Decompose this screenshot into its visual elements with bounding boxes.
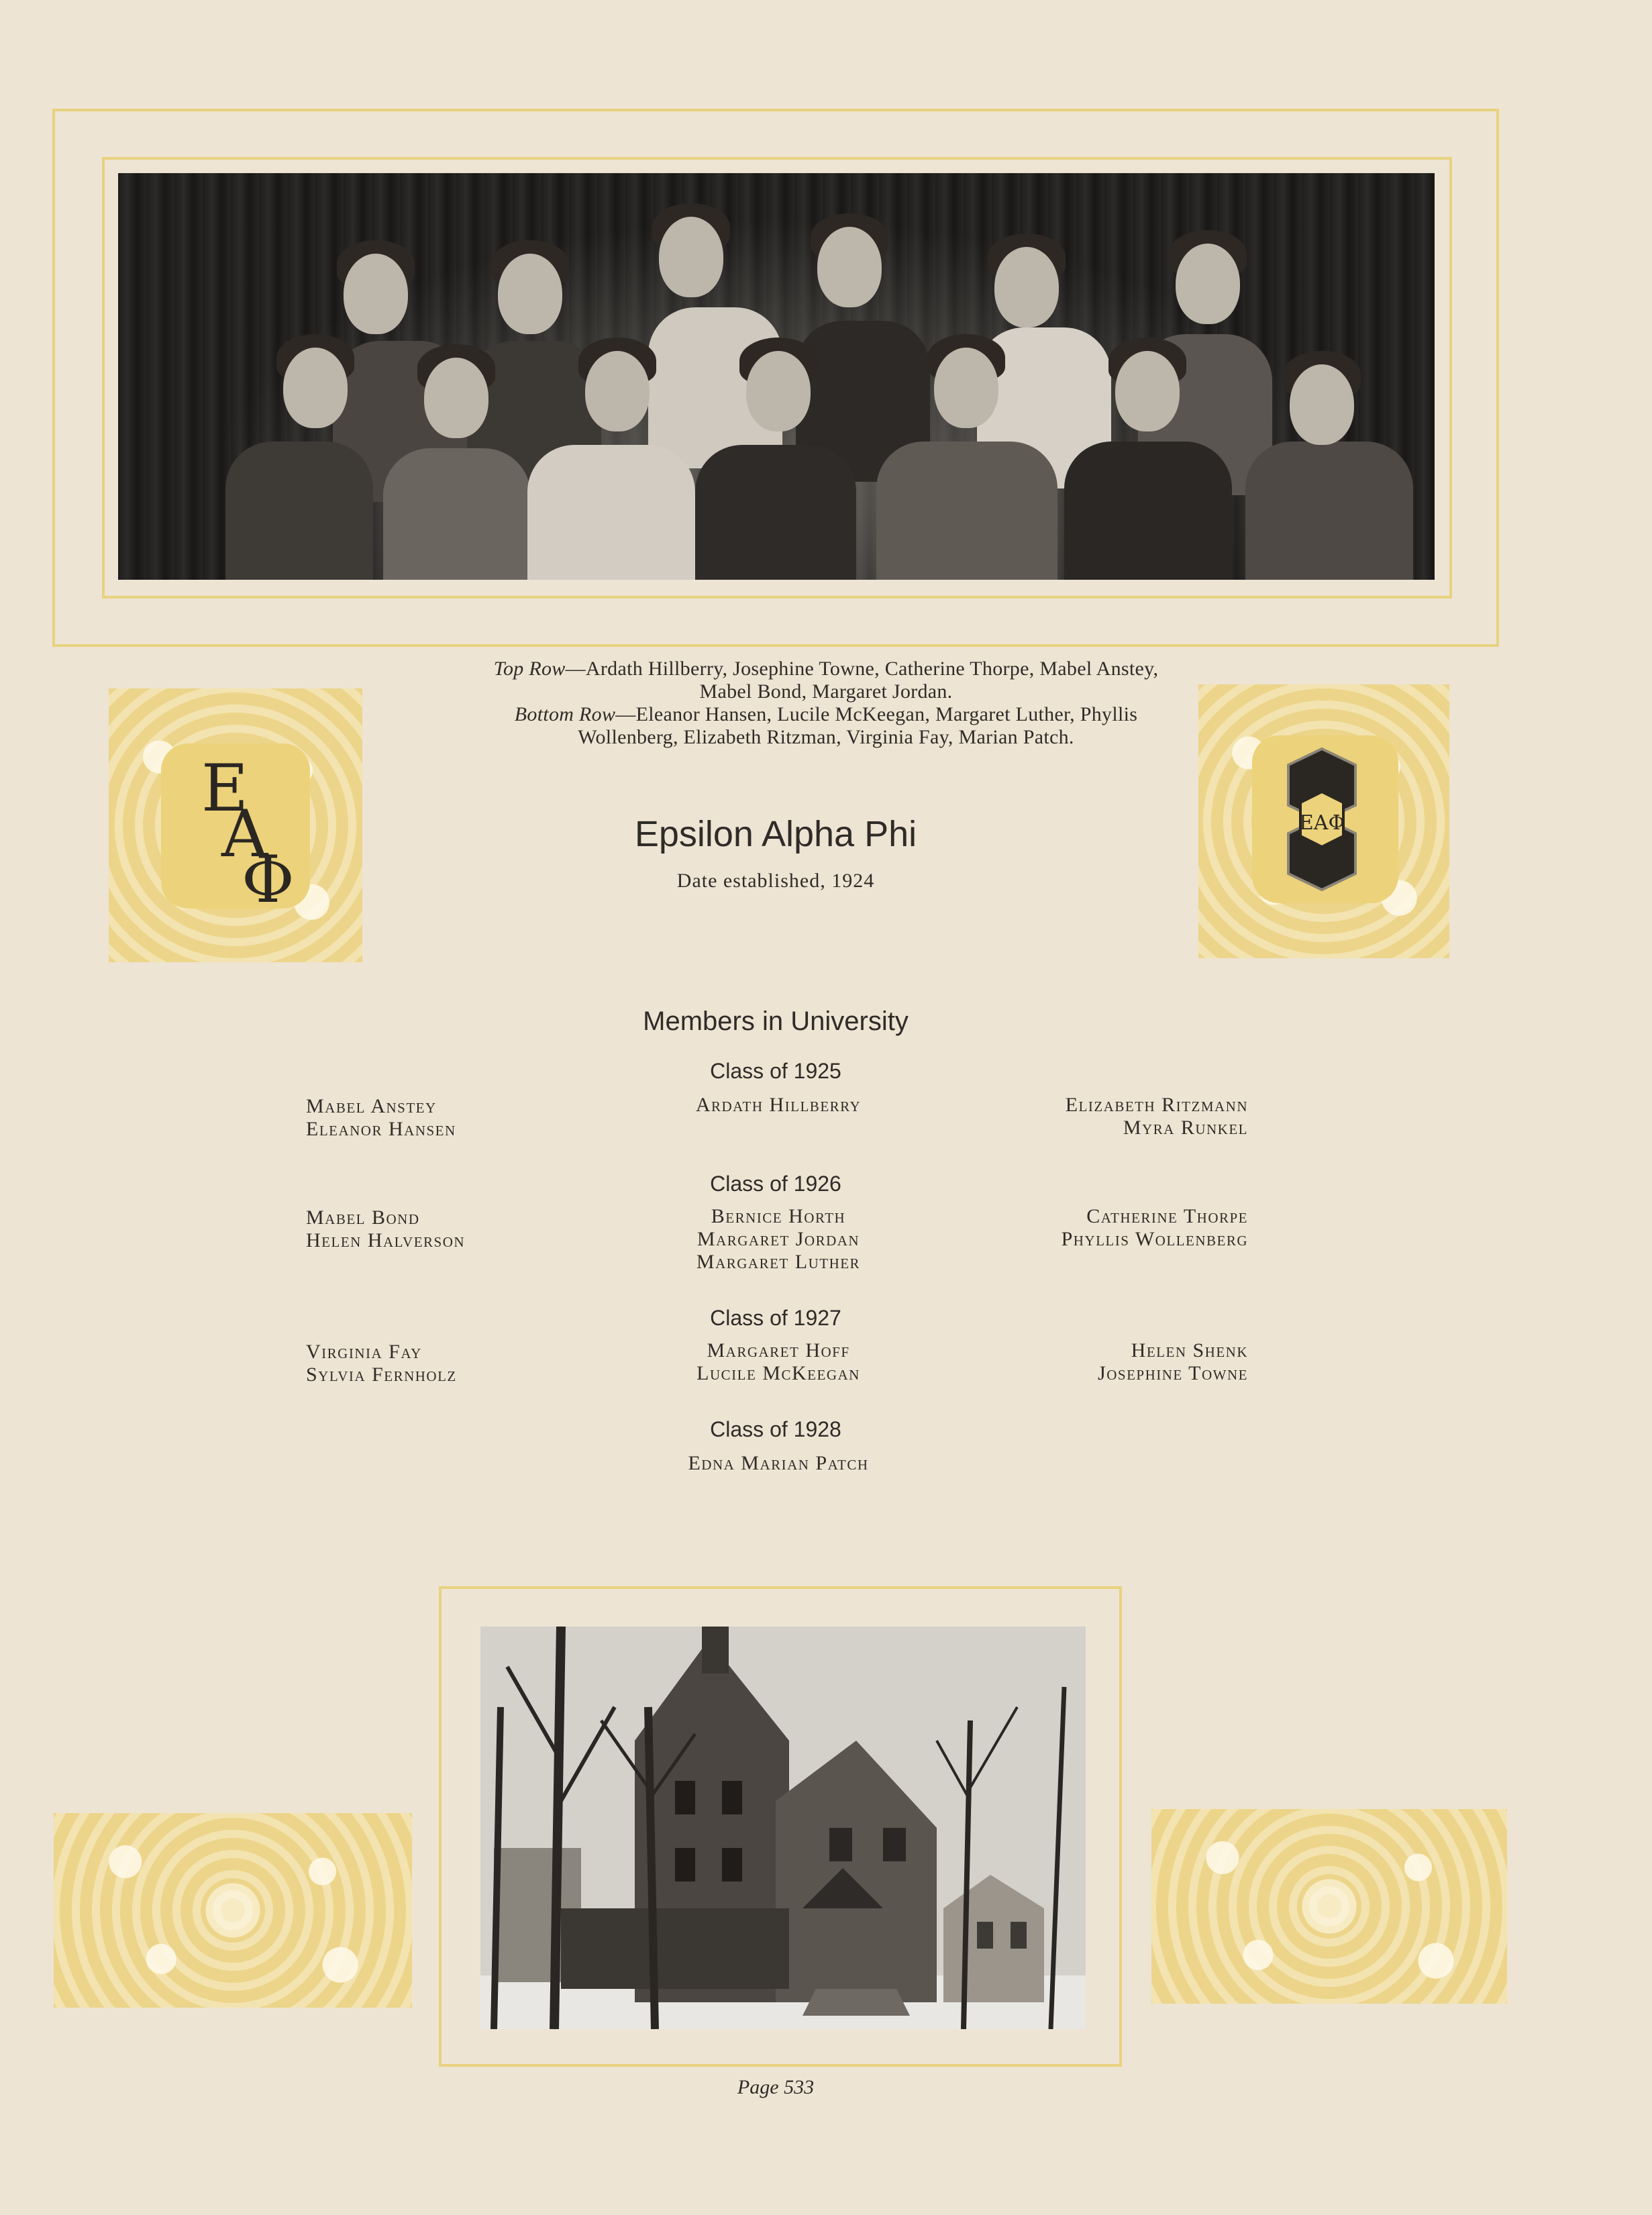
class-title-1928: Class of 1928 xyxy=(710,1417,841,1441)
member-name: Virginia Fay xyxy=(306,1341,422,1363)
monogram-letter-phi: Φ xyxy=(242,842,295,909)
member-name: Josephine Towne xyxy=(1098,1362,1248,1384)
member-name: Sylvia Fernholz xyxy=(306,1363,457,1386)
caption-top-row-cont: Mabel Bond, Margaret Jordan. xyxy=(699,680,953,703)
class-title-1925: Class of 1925 xyxy=(710,1059,841,1083)
class-1927-right-column xyxy=(1098,1339,1248,1385)
house-photo xyxy=(480,1627,1086,2029)
member-name: Phyllis Wollenberg xyxy=(1061,1228,1248,1250)
member-name: Catherine Thorpe xyxy=(1086,1205,1248,1227)
members-heading: Members in University xyxy=(643,1007,909,1036)
member-name: Margaret Jordan xyxy=(696,1228,860,1250)
member-name: Myra Runkel xyxy=(1123,1117,1248,1139)
caption-bottom-row-names: —Eleanor Hansen, Lucile McKeegan, Margaret Luther, Phyllis xyxy=(615,703,1138,725)
class-1925-right-column xyxy=(1066,1094,1248,1139)
bottom-left-ornament xyxy=(54,1813,412,2008)
page-title: Epsilon Alpha Phi xyxy=(634,814,917,854)
date-established: Date established, 1924 xyxy=(676,870,875,892)
class-1926-left-column xyxy=(306,1206,465,1252)
member-name: Eleanor Hansen xyxy=(306,1118,456,1140)
monogram-letter-e: E xyxy=(201,751,249,826)
caption-top-row-label: Top Row xyxy=(493,658,566,680)
member-name: Margaret Luther xyxy=(696,1251,861,1273)
member-name: Margaret Hoff xyxy=(707,1339,850,1361)
class-1925-left-column xyxy=(306,1095,456,1141)
page-number: Page 533 xyxy=(737,2076,815,2098)
caption-top-row-names: —Ardath Hillberry, Josephine Towne, Catherine Thorpe, Mabel Anstey, xyxy=(565,658,1159,680)
member-name: Helen Shenk xyxy=(1131,1339,1248,1361)
class-1927-left-column xyxy=(306,1341,457,1386)
bottom-right-ornament xyxy=(1151,1809,1507,2004)
class-1926-middle-column xyxy=(604,1205,953,1274)
class-1928-middle-column xyxy=(604,1452,953,1475)
pin-letters: ΕΑΦ xyxy=(1298,811,1345,835)
class-title-1926: Class of 1926 xyxy=(710,1172,841,1196)
member-name: Mabel Anstey xyxy=(306,1095,437,1117)
member-name: Bernice Horth xyxy=(711,1205,846,1227)
class-title-1927: Class of 1927 xyxy=(710,1306,841,1330)
monogram-letter-a: A xyxy=(221,796,268,872)
caption-top-row xyxy=(0,658,1652,680)
caption-bottom-row-cont: Wollenberg, Elizabeth Ritzman, Virginia Fay, Marian Patch. xyxy=(578,726,1074,748)
group-photo xyxy=(118,173,1435,580)
member-name: Elizabeth Ritzmann xyxy=(1065,1094,1248,1116)
member-name: Helen Halverson xyxy=(306,1229,466,1251)
class-1927-middle-column xyxy=(604,1339,953,1385)
member-name: Lucile McKeegan xyxy=(696,1362,860,1384)
caption-bottom-row-label: Bottom Row xyxy=(514,703,616,725)
member-name: Ardath Hillberry xyxy=(695,1094,862,1116)
member-name: Edna Marian Patch xyxy=(688,1452,869,1474)
class-1925-middle-column xyxy=(604,1094,953,1117)
class-1926-right-column xyxy=(1062,1205,1248,1251)
member-name: Mabel Bond xyxy=(306,1206,420,1229)
